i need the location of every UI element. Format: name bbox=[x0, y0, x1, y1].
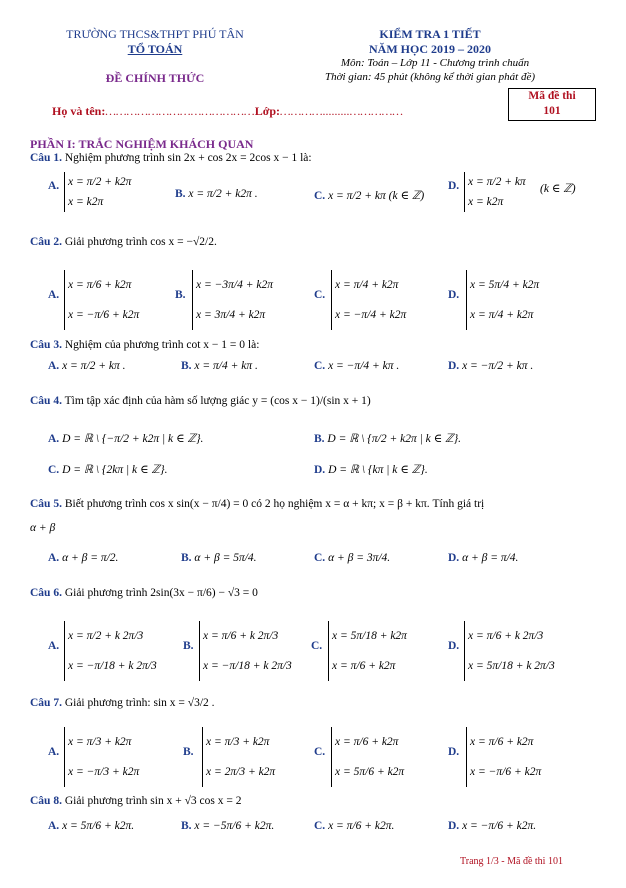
question-text: Giải phương trình cos x = −√2/2. bbox=[64, 236, 217, 248]
department-name: TỔ TOÁN bbox=[127, 42, 183, 56]
option-key: D. bbox=[448, 289, 460, 301]
question-label: Câu 8. bbox=[30, 795, 62, 807]
q4-option-b[interactable] bbox=[314, 431, 461, 445]
question-4 bbox=[30, 395, 371, 407]
line-1: x = 5π/4 + k2π bbox=[470, 279, 540, 291]
q1-option-d-system bbox=[464, 172, 526, 212]
name-label: Họ và tên: bbox=[52, 104, 106, 118]
option-key: A. bbox=[48, 552, 60, 564]
question-text: Tìm tập xác định của hàm số lượng giác y = (cos x − 1)/(sin x + 1) bbox=[64, 395, 371, 407]
school-name: TRƯỜNG THCS&THPT PHÚ TÂN bbox=[66, 27, 244, 41]
option-key: A. bbox=[48, 820, 60, 832]
line-1: x = π/6 + k2π bbox=[470, 736, 534, 748]
option-key: A. bbox=[48, 180, 60, 192]
line-2: x = 5π/18 + k 2π/3 bbox=[468, 660, 555, 672]
q6-option-d[interactable] bbox=[448, 640, 459, 652]
option-text: x = π/2 + kπ . bbox=[62, 360, 126, 372]
option-text: D = ℝ \ {2kπ | k ∈ ℤ}. bbox=[62, 464, 168, 476]
q5-option-a[interactable] bbox=[48, 552, 118, 564]
q1-d-tail: (k ∈ ℤ) bbox=[540, 183, 576, 195]
q1-option-c[interactable] bbox=[314, 188, 424, 202]
q2-option-d-system bbox=[466, 270, 539, 330]
q5-option-c[interactable] bbox=[314, 552, 390, 564]
q2-option-c-system bbox=[331, 270, 406, 330]
line-1: x = π/3 + k2π bbox=[206, 736, 270, 748]
question-7 bbox=[30, 697, 215, 709]
option-text: x = −5π/6 + k2π. bbox=[194, 820, 275, 832]
question-label: Câu 4. bbox=[30, 395, 62, 407]
line-1: x = π/2 + k 2π/3 bbox=[68, 630, 144, 642]
option-key: A. bbox=[48, 433, 60, 445]
q2-option-a[interactable] bbox=[48, 289, 59, 301]
option-key: B. bbox=[181, 360, 192, 372]
option-key: B. bbox=[175, 289, 186, 301]
option-text: α + β = π/2. bbox=[62, 552, 119, 564]
line-1: x = π/6 + k 2π/3 bbox=[468, 630, 544, 642]
q2-option-b-system bbox=[192, 270, 273, 330]
exam-code-value: 101 bbox=[543, 105, 561, 117]
class-dots: ………….........…………… bbox=[280, 104, 404, 118]
option-key: C. bbox=[314, 289, 326, 301]
question-text: Nghiệm phương trình sin 2x + cos 2x = 2cos x − 1 là: bbox=[64, 152, 312, 164]
q2-option-a-system bbox=[64, 270, 139, 330]
q6-option-c-system bbox=[328, 621, 407, 681]
line-2: x = −π/3 + k2π bbox=[68, 766, 140, 778]
option-key: D. bbox=[448, 820, 460, 832]
option-key: D. bbox=[448, 180, 460, 192]
option-text: x = π/4 + kπ . bbox=[194, 360, 258, 372]
option-text: D = ℝ \ {−π/2 + k2π | k ∈ ℤ}. bbox=[62, 433, 204, 445]
line-1: x = −3π/4 + k2π bbox=[196, 279, 273, 291]
question-text: Giải phương trình 2sin(3x − π/6) − √3 = 0 bbox=[64, 587, 258, 599]
name-dots: …………………………………… bbox=[105, 104, 255, 118]
option-text: α + β = π/4. bbox=[462, 552, 519, 564]
line-1: x = π/6 + k 2π/3 bbox=[203, 630, 279, 642]
q2-option-d[interactable] bbox=[448, 289, 459, 301]
line-1: x = π/4 + k2π bbox=[335, 279, 399, 291]
option-text: x = −π/2 + kπ . bbox=[462, 360, 534, 372]
q2-option-b[interactable] bbox=[175, 289, 186, 301]
exam-code-box bbox=[508, 88, 596, 121]
option-key: D. bbox=[314, 464, 326, 476]
question-5 bbox=[30, 498, 600, 510]
class-label: Lớp: bbox=[254, 104, 281, 118]
q1-option-d[interactable] bbox=[448, 180, 459, 192]
school-year: NĂM HỌC 2019 – 2020 bbox=[369, 42, 491, 56]
q7-option-b[interactable] bbox=[183, 746, 194, 758]
line-2: x = k2π bbox=[468, 196, 504, 208]
q5-option-d[interactable] bbox=[448, 552, 518, 564]
exam-code-label: Mã đề thi bbox=[528, 90, 576, 102]
question-2 bbox=[30, 236, 217, 248]
q8-option-d[interactable] bbox=[448, 820, 536, 832]
q6-option-a-system bbox=[64, 621, 157, 681]
duration-line: Thời gian: 45 phút (không kể thời gian phát đề) bbox=[324, 71, 536, 83]
line-1: x = π/6 + k2π bbox=[68, 279, 132, 291]
line-2: x = −π/4 + k2π bbox=[335, 309, 407, 321]
q7-option-c-system bbox=[331, 727, 404, 787]
line-1: x = 5π/18 + k2π bbox=[332, 630, 407, 642]
q1-option-b[interactable] bbox=[175, 188, 258, 200]
q7-option-a[interactable] bbox=[48, 746, 59, 758]
question-label: Câu 5. bbox=[30, 498, 62, 510]
q7-option-d[interactable] bbox=[448, 746, 459, 758]
question-label: Câu 6. bbox=[30, 587, 62, 599]
option-key: C. bbox=[314, 820, 326, 832]
q4-option-c[interactable] bbox=[48, 462, 167, 476]
option-key: B. bbox=[175, 188, 186, 200]
q8-option-c[interactable] bbox=[314, 820, 394, 832]
q4-option-d[interactable] bbox=[314, 462, 428, 476]
q2-option-c[interactable] bbox=[314, 289, 325, 301]
q7-option-c[interactable] bbox=[314, 746, 325, 758]
question-3 bbox=[30, 339, 259, 351]
q5-option-b[interactable] bbox=[181, 552, 257, 564]
option-key: A. bbox=[48, 360, 60, 372]
question-label: Câu 1. bbox=[30, 152, 62, 164]
option-text: α + β = 3π/4. bbox=[328, 552, 391, 564]
line-1: x = π/2 + kπ bbox=[468, 176, 526, 188]
question-6 bbox=[30, 587, 258, 599]
line-2: x = 3π/4 + k2π bbox=[196, 309, 266, 321]
question-text: Biết phương trình cos x sin(x − π/4) = 0 có 2 họ nghiệm x = α + kπ; x = β + kπ. Tính giá trị bbox=[64, 498, 485, 510]
line-2: x = −π/18 + k 2π/3 bbox=[68, 660, 157, 672]
option-text: x = −π/4 + kπ . bbox=[328, 360, 400, 372]
question-label: Câu 2. bbox=[30, 236, 62, 248]
option-key: C. bbox=[314, 360, 326, 372]
option-key: C. bbox=[314, 190, 326, 202]
option-key: C. bbox=[311, 640, 323, 652]
line-2: x = 2π/3 + k2π bbox=[206, 766, 276, 778]
question-label: Câu 3. bbox=[30, 339, 62, 351]
q3-option-a[interactable] bbox=[48, 360, 126, 372]
line-2: x = 5π/6 + k2π bbox=[335, 766, 405, 778]
line-1: x = π/2 + k2π bbox=[68, 176, 132, 188]
question-1 bbox=[30, 152, 312, 164]
option-text: D = ℝ \ {kπ | k ∈ ℤ}. bbox=[328, 464, 428, 476]
line-1: x = π/6 + k2π bbox=[335, 736, 399, 748]
option-key: D. bbox=[448, 746, 460, 758]
q6-option-b[interactable] bbox=[183, 640, 194, 652]
q1-option-a[interactable] bbox=[48, 180, 59, 192]
question-text: Nghiệm của phương trình cot x − 1 = 0 là: bbox=[64, 339, 260, 351]
q6-option-b-system bbox=[199, 621, 292, 681]
option-text: x = π/2 + k2π . bbox=[188, 188, 258, 200]
option-key: B. bbox=[181, 552, 192, 564]
option-key: C. bbox=[314, 746, 326, 758]
exam-title: KIỂM TRA 1 TIẾT bbox=[379, 27, 481, 41]
line-2: x = −π/6 + k2π bbox=[470, 766, 542, 778]
option-key: A. bbox=[48, 289, 60, 301]
option-key: D. bbox=[448, 552, 460, 564]
option-key: D. bbox=[448, 640, 460, 652]
q6-option-d-system bbox=[464, 621, 555, 681]
q3-option-c[interactable] bbox=[314, 360, 399, 372]
option-text: x = 5π/6 + k2π. bbox=[62, 820, 135, 832]
question-5-continued: α + β bbox=[30, 522, 56, 534]
line-2: x = k2π bbox=[68, 196, 104, 208]
option-text: x = −π/6 + k2π. bbox=[462, 820, 537, 832]
line-1: x = π/3 + k2π bbox=[68, 736, 132, 748]
q6-option-a[interactable] bbox=[48, 640, 59, 652]
option-text: α + β = 5π/4. bbox=[194, 552, 257, 564]
line-2: x = π/6 + k2π bbox=[332, 660, 396, 672]
q7-option-a-system bbox=[64, 727, 139, 787]
subject-line: Môn: Toán – Lớp 11 - Chương trình chuẩn bbox=[340, 57, 530, 69]
official-label: ĐỀ CHÍNH THỨC bbox=[105, 71, 205, 85]
line-2: x = π/4 + k2π bbox=[470, 309, 534, 321]
line-2: x = −π/18 + k 2π/3 bbox=[203, 660, 292, 672]
question-label: Câu 7. bbox=[30, 697, 62, 709]
question-text: Giải phương trình sin x + √3 cos x = 2 bbox=[64, 795, 242, 807]
q8-option-a[interactable] bbox=[48, 820, 134, 832]
q3-option-d[interactable] bbox=[448, 360, 533, 372]
q7-option-b-system bbox=[202, 727, 275, 787]
line-2: x = −π/6 + k2π bbox=[68, 309, 140, 321]
q6-option-c[interactable] bbox=[311, 640, 322, 652]
question-text: Giải phương trình: sin x = √3/2 . bbox=[64, 697, 215, 709]
option-key: B. bbox=[183, 746, 194, 758]
option-key: D. bbox=[448, 360, 460, 372]
option-key: B. bbox=[314, 433, 325, 445]
page-footer: Trang 1/3 - Mã đề thi 101 bbox=[460, 856, 563, 867]
option-key: B. bbox=[183, 640, 194, 652]
option-key: C. bbox=[314, 552, 326, 564]
q8-option-b[interactable] bbox=[181, 820, 274, 832]
section-title: PHẦN I: TRẮC NGHIỆM KHÁCH QUAN bbox=[30, 137, 254, 151]
option-text: x = π/2 + kπ (k ∈ ℤ) bbox=[328, 190, 425, 202]
q7-option-d-system bbox=[466, 727, 541, 787]
q4-option-a[interactable] bbox=[48, 431, 203, 445]
q1-option-a-system bbox=[64, 172, 131, 212]
option-key: C. bbox=[48, 464, 60, 476]
q3-option-b[interactable] bbox=[181, 360, 258, 372]
student-line bbox=[52, 104, 403, 119]
option-text: x = π/6 + k2π. bbox=[328, 820, 395, 832]
question-8 bbox=[30, 795, 241, 807]
option-key: A. bbox=[48, 640, 60, 652]
option-key: B. bbox=[181, 820, 192, 832]
option-key: A. bbox=[48, 746, 60, 758]
option-text: D = ℝ \ {π/2 + k2π | k ∈ ℤ}. bbox=[327, 433, 462, 445]
